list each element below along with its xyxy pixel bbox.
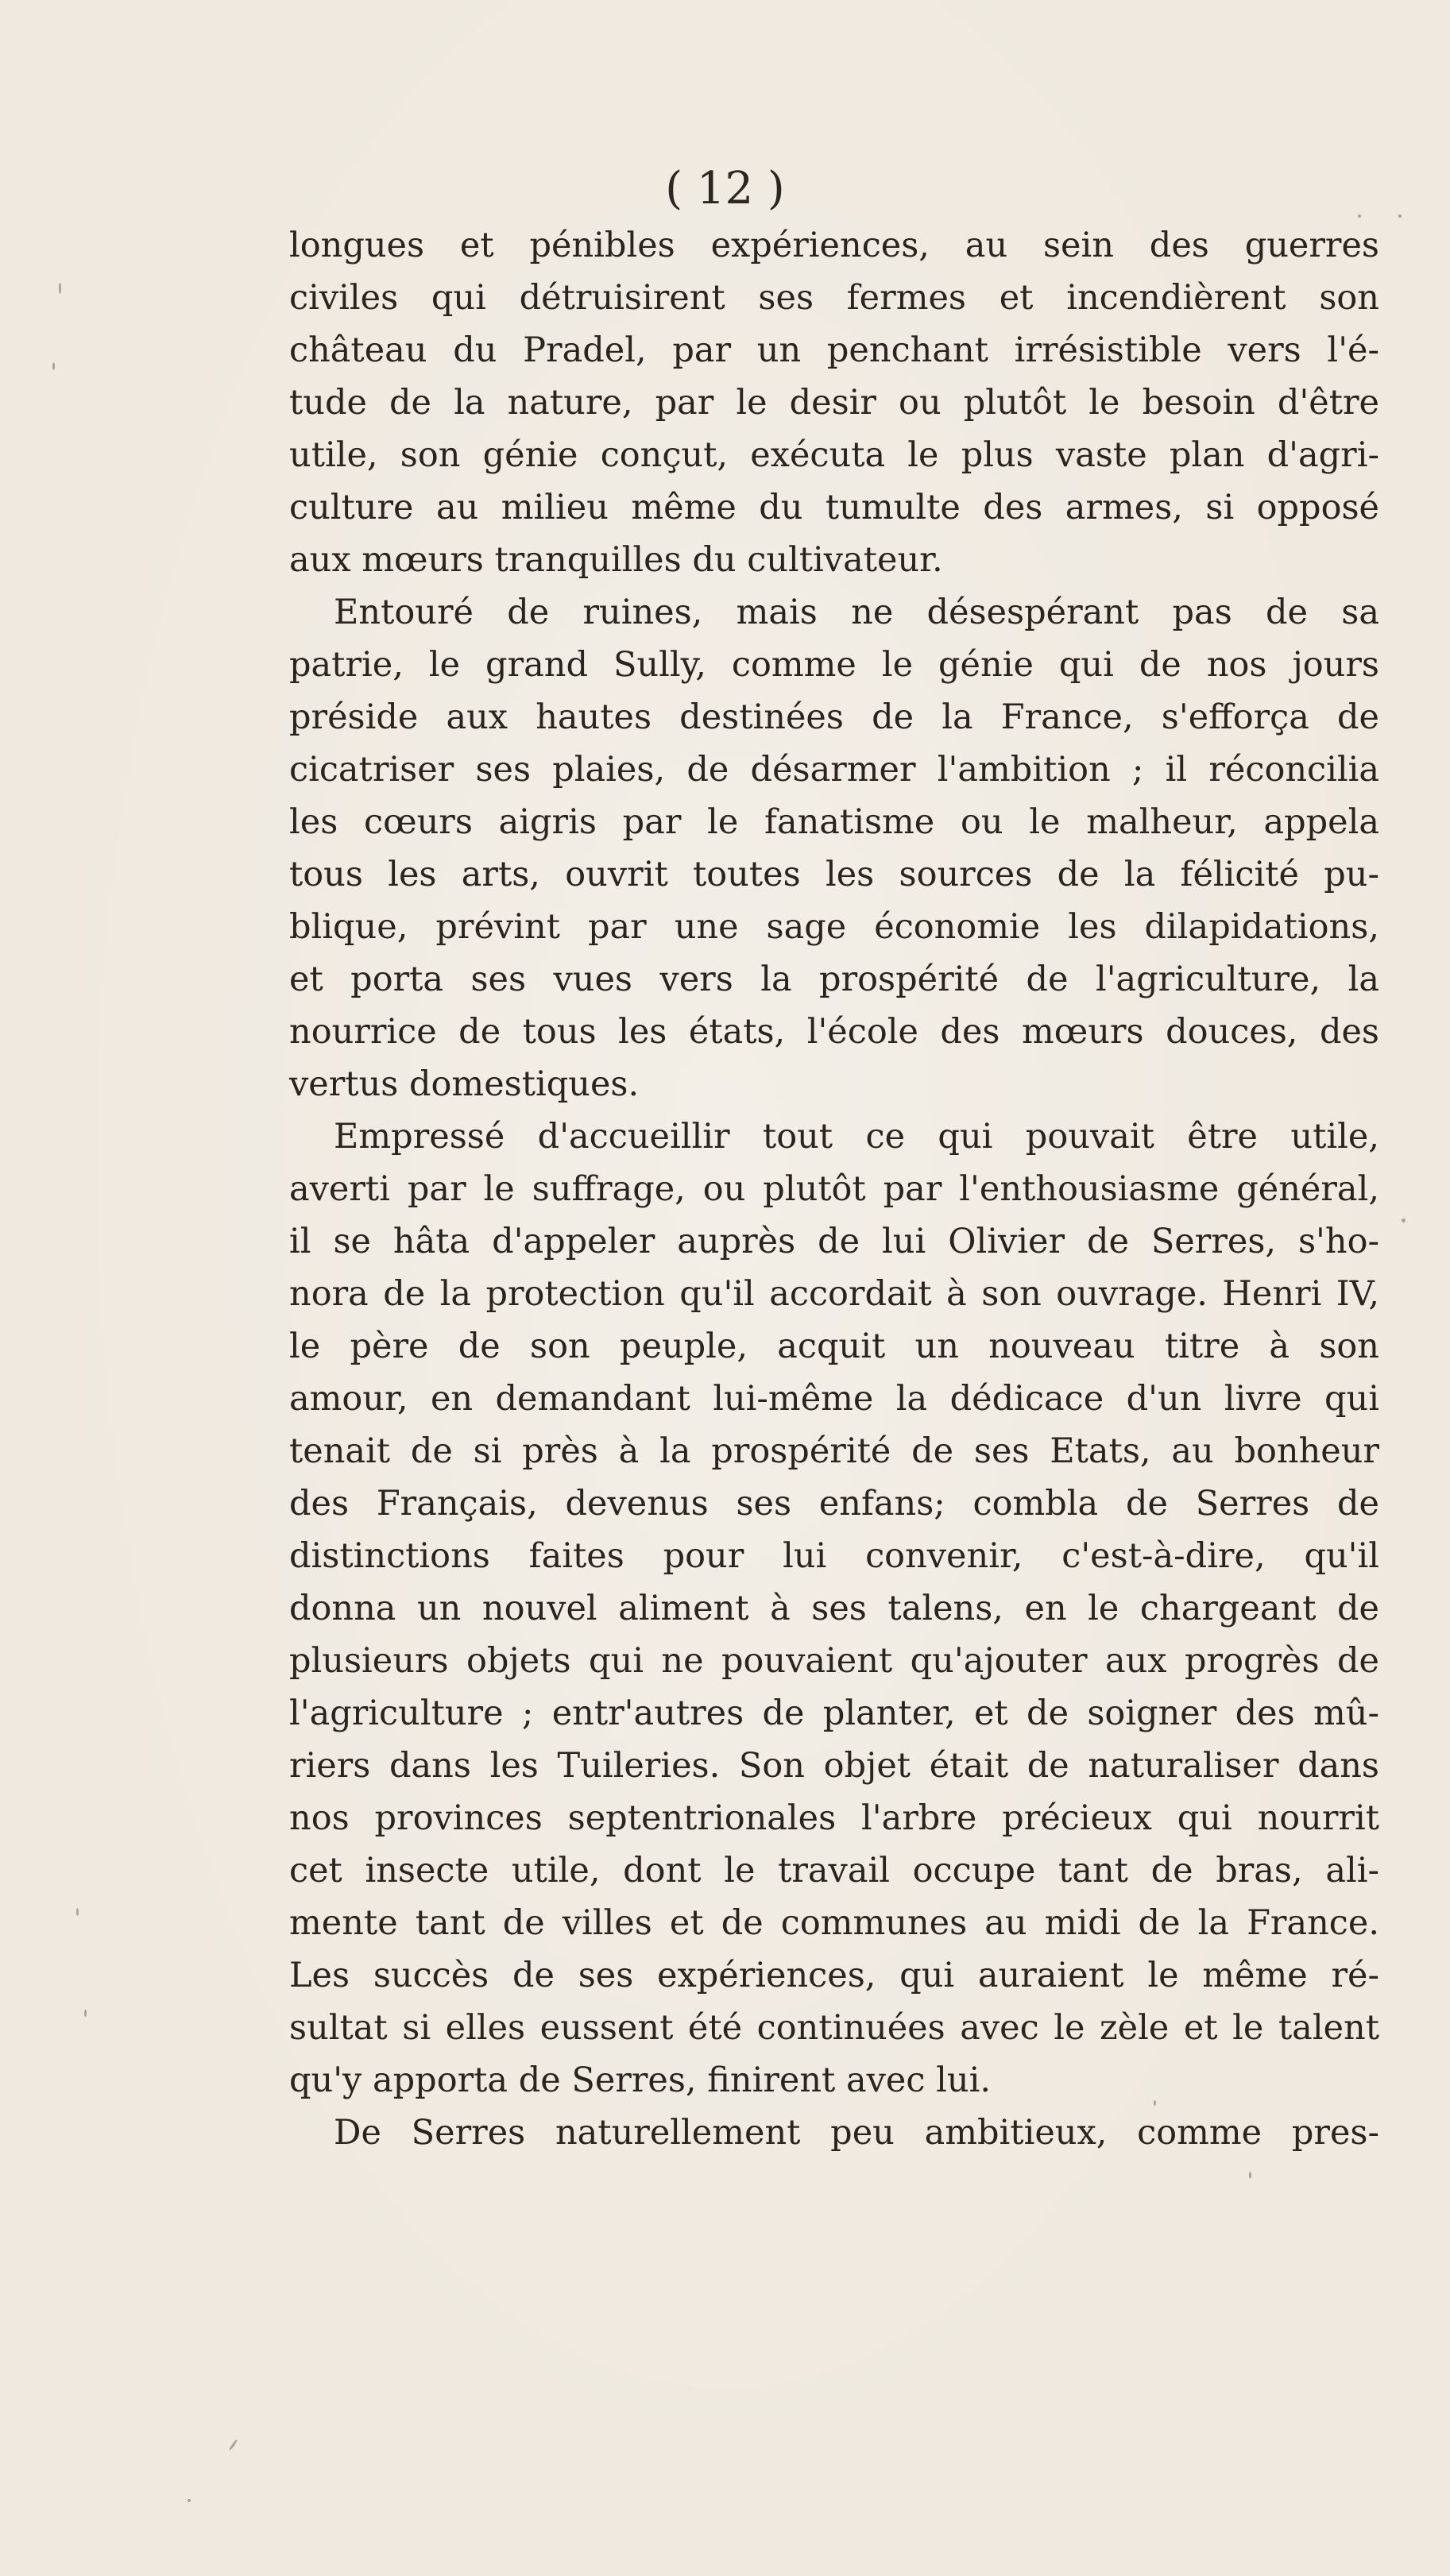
text-line: riers dans les Tuileries. Son objet était de naturaliser dans <box>289 1746 1379 1786</box>
text-line: aux mœurs tranquilles du cultivateur. <box>289 540 943 580</box>
text-line: patrie, le grand Sully, comme le génie qui de nos jours <box>289 645 1379 685</box>
text-line: tude de la nature, par le desir ou plutôt le besoin d'être <box>289 383 1379 423</box>
text-line: vertus domestiques. <box>289 1064 640 1104</box>
text-line: qu'y apporta de Serres, finirent avec lui. <box>289 2060 991 2100</box>
text-line: le père de son peuple, acquit un nouveau titre à son <box>289 1327 1379 1366</box>
text-line: tous les arts, ouvrit toutes les sources de la félicité pu- <box>289 855 1379 894</box>
paper-speck <box>1249 2172 1251 2179</box>
paper-speck <box>59 283 61 294</box>
paper-speck <box>188 2499 191 2502</box>
text-line: averti par le suffrage, ou plutôt par l'enthousiasme général, <box>289 1169 1379 1209</box>
text-line: utile, son génie conçut, exécuta le plus vaste plan d'agri- <box>289 435 1379 475</box>
paper-speck <box>1358 214 1361 218</box>
text-line: tenait de si près à la prospérité de ses Etats, au bonheur <box>289 1431 1379 1471</box>
text-line: nourrice de tous les états, l'école des mœurs douces, des <box>289 1012 1379 1052</box>
text-line: plusieurs objets qui ne pouvaient qu'ajouter aux progrès de <box>289 1641 1379 1681</box>
text-line: amour, en demandant lui-même la dédicace d'un livre qui <box>289 1379 1379 1419</box>
text-line: nora de la protection qu'il accordait à son ouvrage. Henri IV, <box>289 1274 1379 1314</box>
text-line: nos provinces septentrionales l'arbre précieux qui nourrit <box>289 1798 1379 1838</box>
text-line: longues et pénibles expériences, au sein des guerres <box>289 226 1379 265</box>
paper-speck <box>76 1908 79 1916</box>
text-line: mente tant de villes et de communes au midi de la France. <box>289 1903 1379 1943</box>
text-line: château du Pradel, par un penchant irrésistible vers l'é- <box>289 330 1379 370</box>
paper-speck <box>52 362 55 370</box>
text-line: des Français, devenus ses enfans; combla de Serres de <box>289 1484 1379 1524</box>
text-line: civiles qui détruisirent ses fermes et incendièrent son <box>289 278 1379 318</box>
text-line: culture au milieu même du tumulte des armes, si opposé <box>289 488 1379 527</box>
text-line: distinctions faites pour lui convenir, c'est-à-dire, qu'il <box>289 1536 1379 1576</box>
paper-speck <box>1398 214 1402 218</box>
text-line: blique, prévint par une sage économie les dilapidations, <box>289 907 1379 947</box>
text-line: cet insecte utile, dont le travail occupe tant de bras, ali- <box>289 1851 1379 1890</box>
text-line: cicatriser ses plaies, de désarmer l'ambition ; il réconcilia <box>289 750 1379 790</box>
text-line: préside aux hautes destinées de la France, s'efforça de <box>289 697 1379 737</box>
paper-speck <box>229 2439 238 2451</box>
paper-speck <box>1402 1218 1406 1222</box>
paragraph-first-line: Empressé d'accueillir tout ce qui pouvait être utile, <box>334 1117 1379 1157</box>
text-line: sultat si elles eussent été continuées avec le zèle et le talent <box>289 2008 1379 2048</box>
page-number: ( 12 ) <box>665 163 785 214</box>
paper-speck <box>84 2010 87 2017</box>
text-line: les cœurs aigris par le fanatisme ou le malheur, appela <box>289 802 1379 842</box>
text-line: l'agriculture ; entr'autres de planter, et de soigner des mû- <box>289 1694 1379 1733</box>
paragraph-first-line: Entouré de ruines, mais ne désespérant pas de sa <box>334 593 1379 632</box>
text-line: il se hâta d'appeler auprès de lui Olivier de Serres, s'ho- <box>289 1222 1379 1261</box>
paper-speck <box>1154 2100 1156 2106</box>
text-line: et porta ses vues vers la prospérité de l'agriculture, la <box>289 960 1379 999</box>
paragraph-first-line: De Serres naturellement peu ambitieux, comme pres- <box>334 2113 1379 2153</box>
text-line: donna un nouvel aliment à ses talens, en le chargeant de <box>289 1589 1379 1628</box>
text-line: Les succès de ses expériences, qui auraient le même ré- <box>289 1956 1379 1995</box>
